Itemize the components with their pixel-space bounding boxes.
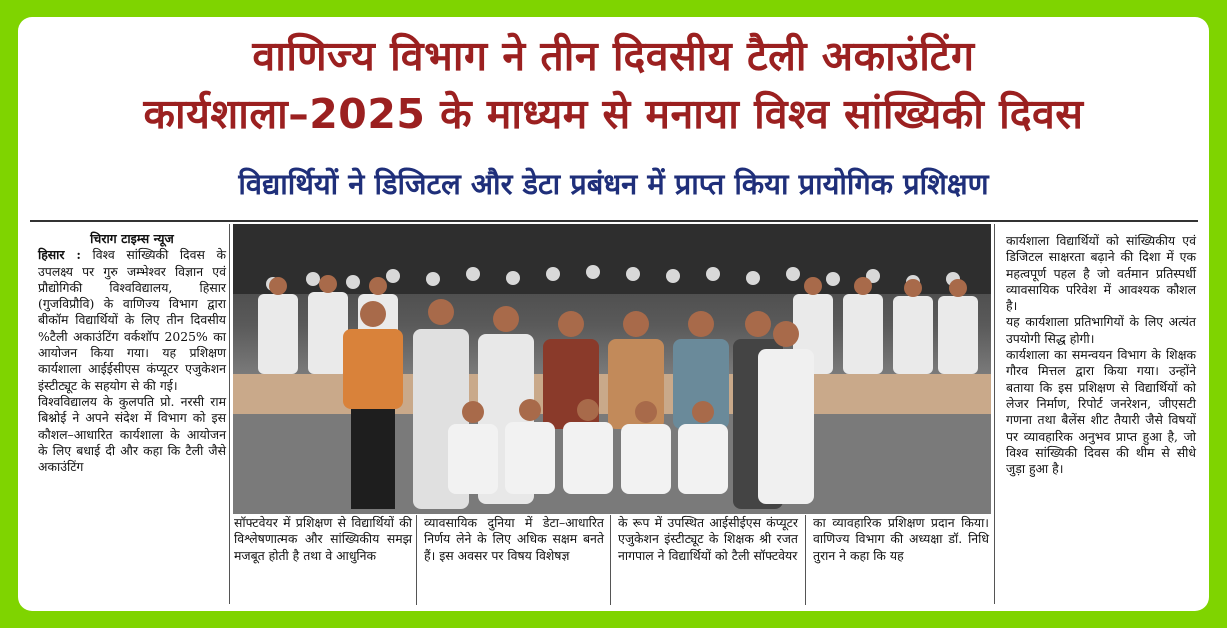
paragraph-text: विश्व सांख्यिकी दिवस के उपलक्ष्य पर गुरु जम्भेश्वर विज्ञान एवं प्रौद्योगिकी विश्वविद्यालय, हिसार (गुजविप्रौवि) के वाणिज्य विभाग द्वारा बीकॉम विद्यार्थियों के लिए तीन दिवसीय %टैली अकाउंटिंग वर्कशॉप 2025% का आयोजन किया गया। यह प्रशिक्षण कार्यशाला आईईसीएस कंप्यूटर एजुकेशन इंस्टीट्यूट के सहयोग से की गई।: [38, 247, 226, 393]
column-divider: [610, 515, 611, 605]
article-column-bottom-4: का व्यावहारिक प्रशिक्षण प्रदान किया। वाणिज्य विभाग की अध्यक्षा डॉ. निधि तुरान ने कहा कि यह: [813, 515, 989, 563]
column-divider: [416, 515, 417, 605]
article-column-bottom-3: के रूप में उपस्थित आईसीईएस कंप्यूटर एजुकेशन इंस्टीट्यूट के शिक्षक श्री रजत नागपाल ने विद्यार्थियों को टैली सॉफ्टवेयर: [618, 515, 798, 563]
news-clipping: [18, 17, 1209, 611]
article-paragraph: कार्यशाला विद्यार्थियों को सांख्यिकीय एवं डिजिटल साक्षरता बढ़ाने की दिशा में एक महत्वपूर्ण पहल है जो वर्तमान प्रतिस्पर्धी व्यावसायिक परिवेश में आवश्यक कौशल है।: [1006, 233, 1196, 314]
article-column-bottom-2: व्यावसायिक दुनिया में डेटा–आधारित निर्णय लेने के लिए अधिक सक्षम बनते हैं। इस अवसर पर विषय विशेषज्ञ: [424, 515, 604, 563]
dateline: हिसार :: [38, 247, 81, 263]
article-paragraph: कार्यशाला का समन्वयन विभाग के शिक्षक गौरव मित्तल द्वारा किया गया। उन्होंने बताया कि इस प्रशिक्षण से विद्यार्थियों को लेजर निर्माण, रिपोर्ट जनरेशन, जीएसटी गणना तथा बैलेंस शीट तैयारी जैसे विषयों पर व्यावहारिक अनुभव प्राप्त हुआ है, जो विश्व सांख्यिकी दिवस की थीम से सीधे जुड़ा हुआ है।: [1006, 347, 1196, 477]
subheadline: विद्यार्थियों ने डिजिटल और डेटा प्रबंधन में प्राप्त किया प्रायोगिक प्रशिक्षण: [238, 167, 989, 201]
byline: चिराग टाइम्स न्यूज: [90, 231, 174, 246]
group-photo-icon: [233, 224, 991, 514]
article-paragraph-2: विश्वविद्यालय के कुलपति प्रो. नरसी राम बिश्नोई ने अपने संदेश में विभाग को इस कौशल–आधारित कार्यशाला के आयोजन के लिए बधाई दी और कहा कि टैली जैसे अकाउंटिंग: [38, 393, 226, 475]
article-paragraph-1: [38, 247, 226, 394]
column-divider: [994, 224, 995, 604]
divider-rule: [30, 220, 1198, 222]
group-photo: [233, 224, 991, 514]
article-column-left: [38, 231, 226, 475]
article-column-right: [1006, 233, 1196, 477]
column-divider: [229, 224, 230, 604]
headline-line1: वाणिज्य विभाग ने तीन दिवसीय टैली अकाउंटिंग: [252, 32, 975, 80]
article-column-bottom-1: सॉफ्टवेयर में प्रशिक्षण से विद्यार्थियों की विश्लेषणात्मक और सांख्यिकीय समझ मजबूत होती है तथा वे आधुनिक: [234, 515, 412, 563]
article-paragraph: यह कार्यशाला प्रतिभागियों के लिए अत्यंत उपयोगी सिद्ध होगी।: [1006, 314, 1196, 346]
headline-line2: कार्यशाला–2025 के माध्यम से मनाया विश्व सांख्यिकी दिवस: [143, 90, 1084, 138]
column-divider: [805, 515, 806, 605]
